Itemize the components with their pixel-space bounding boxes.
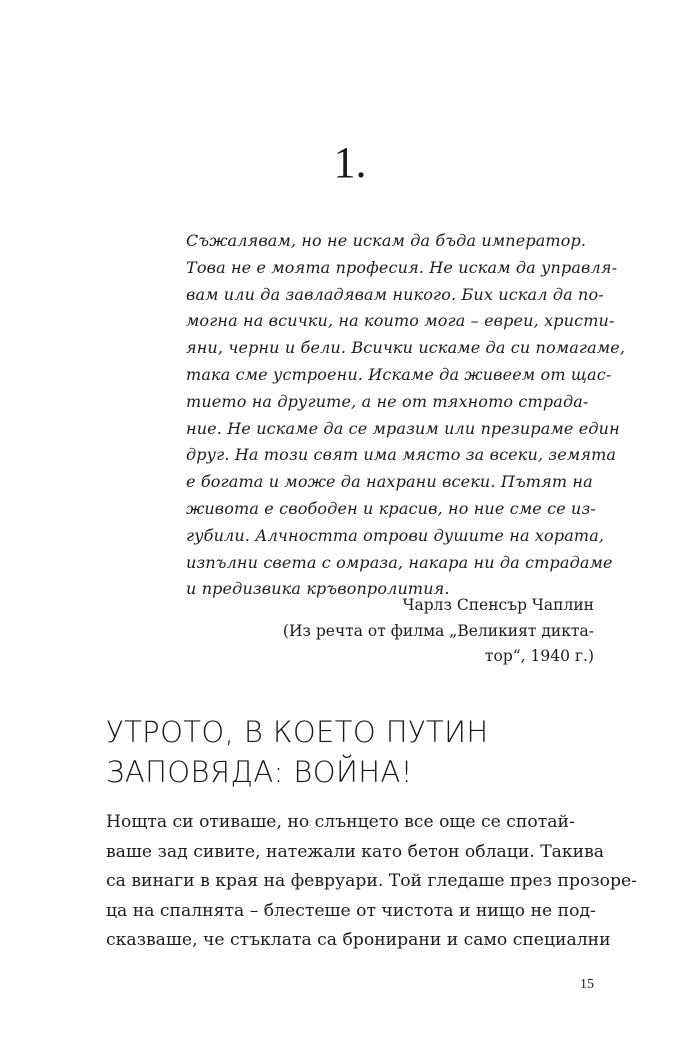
epigraph-line: могна на всички, на които мога – евреи, христи- [186, 311, 615, 331]
epigraph-line: ние. Не искаме да се мразим или презираме един [186, 418, 620, 438]
body-line: Нощта си отиваше, но слънцето все още се спотай- [106, 812, 575, 832]
epigraph-line: тието на другите, а не от тяхното страда- [186, 391, 589, 411]
epigraph-line: живота е свободен и красив, но ние сме се из- [186, 498, 596, 518]
epigraph-line: изпълни света с омраза, накара ни да страдаме [186, 552, 613, 572]
attribution-author: Чарлз Спенсър Чаплин [402, 596, 594, 614]
attribution-source: тор“, 1940 г.) [484, 647, 594, 665]
heading-line: ЗАПОВЯДА: ВОЙНА! [106, 755, 413, 789]
heading-line: УТРОТО, В КОЕТО ПУТИН [106, 715, 489, 749]
epigraph-line: вам или да завладявам никого. Бих искал да по- [186, 284, 604, 304]
body-line: ваше зад сивите, натежали като бетон облаци. Такива [106, 841, 605, 862]
epigraph-line: друг. На този свят има място за всеки, земята [186, 445, 617, 465]
epigraph-line: и предизвика кръвопролития. [186, 579, 450, 599]
epigraph-line: Това не е моята професия. Не искам да управля- [186, 257, 618, 277]
body-line: сказваше, че стъклата са бронирани и само специални [106, 930, 611, 950]
chapter-number: 1. [333, 138, 367, 187]
epigraph-quote [186, 228, 626, 603]
epigraph-line: яни, черни и бели. Всички искаме да си помагаме, [186, 338, 626, 358]
body-paragraph [106, 808, 637, 956]
body-line: са винаги в края на февруари. Той гледаше през прозоре- [106, 871, 637, 891]
epigraph-line: е богата и може да нахрани всеки. Пътят на [186, 472, 593, 492]
attribution-source: (Из речта от филма „Великият дикта- [282, 621, 594, 640]
epigraph-attribution [174, 593, 594, 670]
epigraph-line: така сме устроени. Искаме да живеем от щас- [186, 364, 612, 384]
section-heading [106, 712, 606, 792]
page-number: 15 [580, 977, 594, 992]
body-line: ца на спалнята – блестеше от чистота и нищо не под- [106, 900, 596, 921]
epigraph-line: Съжалявам, но не искам да бъда император. [186, 231, 587, 250]
epigraph-line: губили. Алчността отрови душите на хората, [186, 525, 605, 545]
